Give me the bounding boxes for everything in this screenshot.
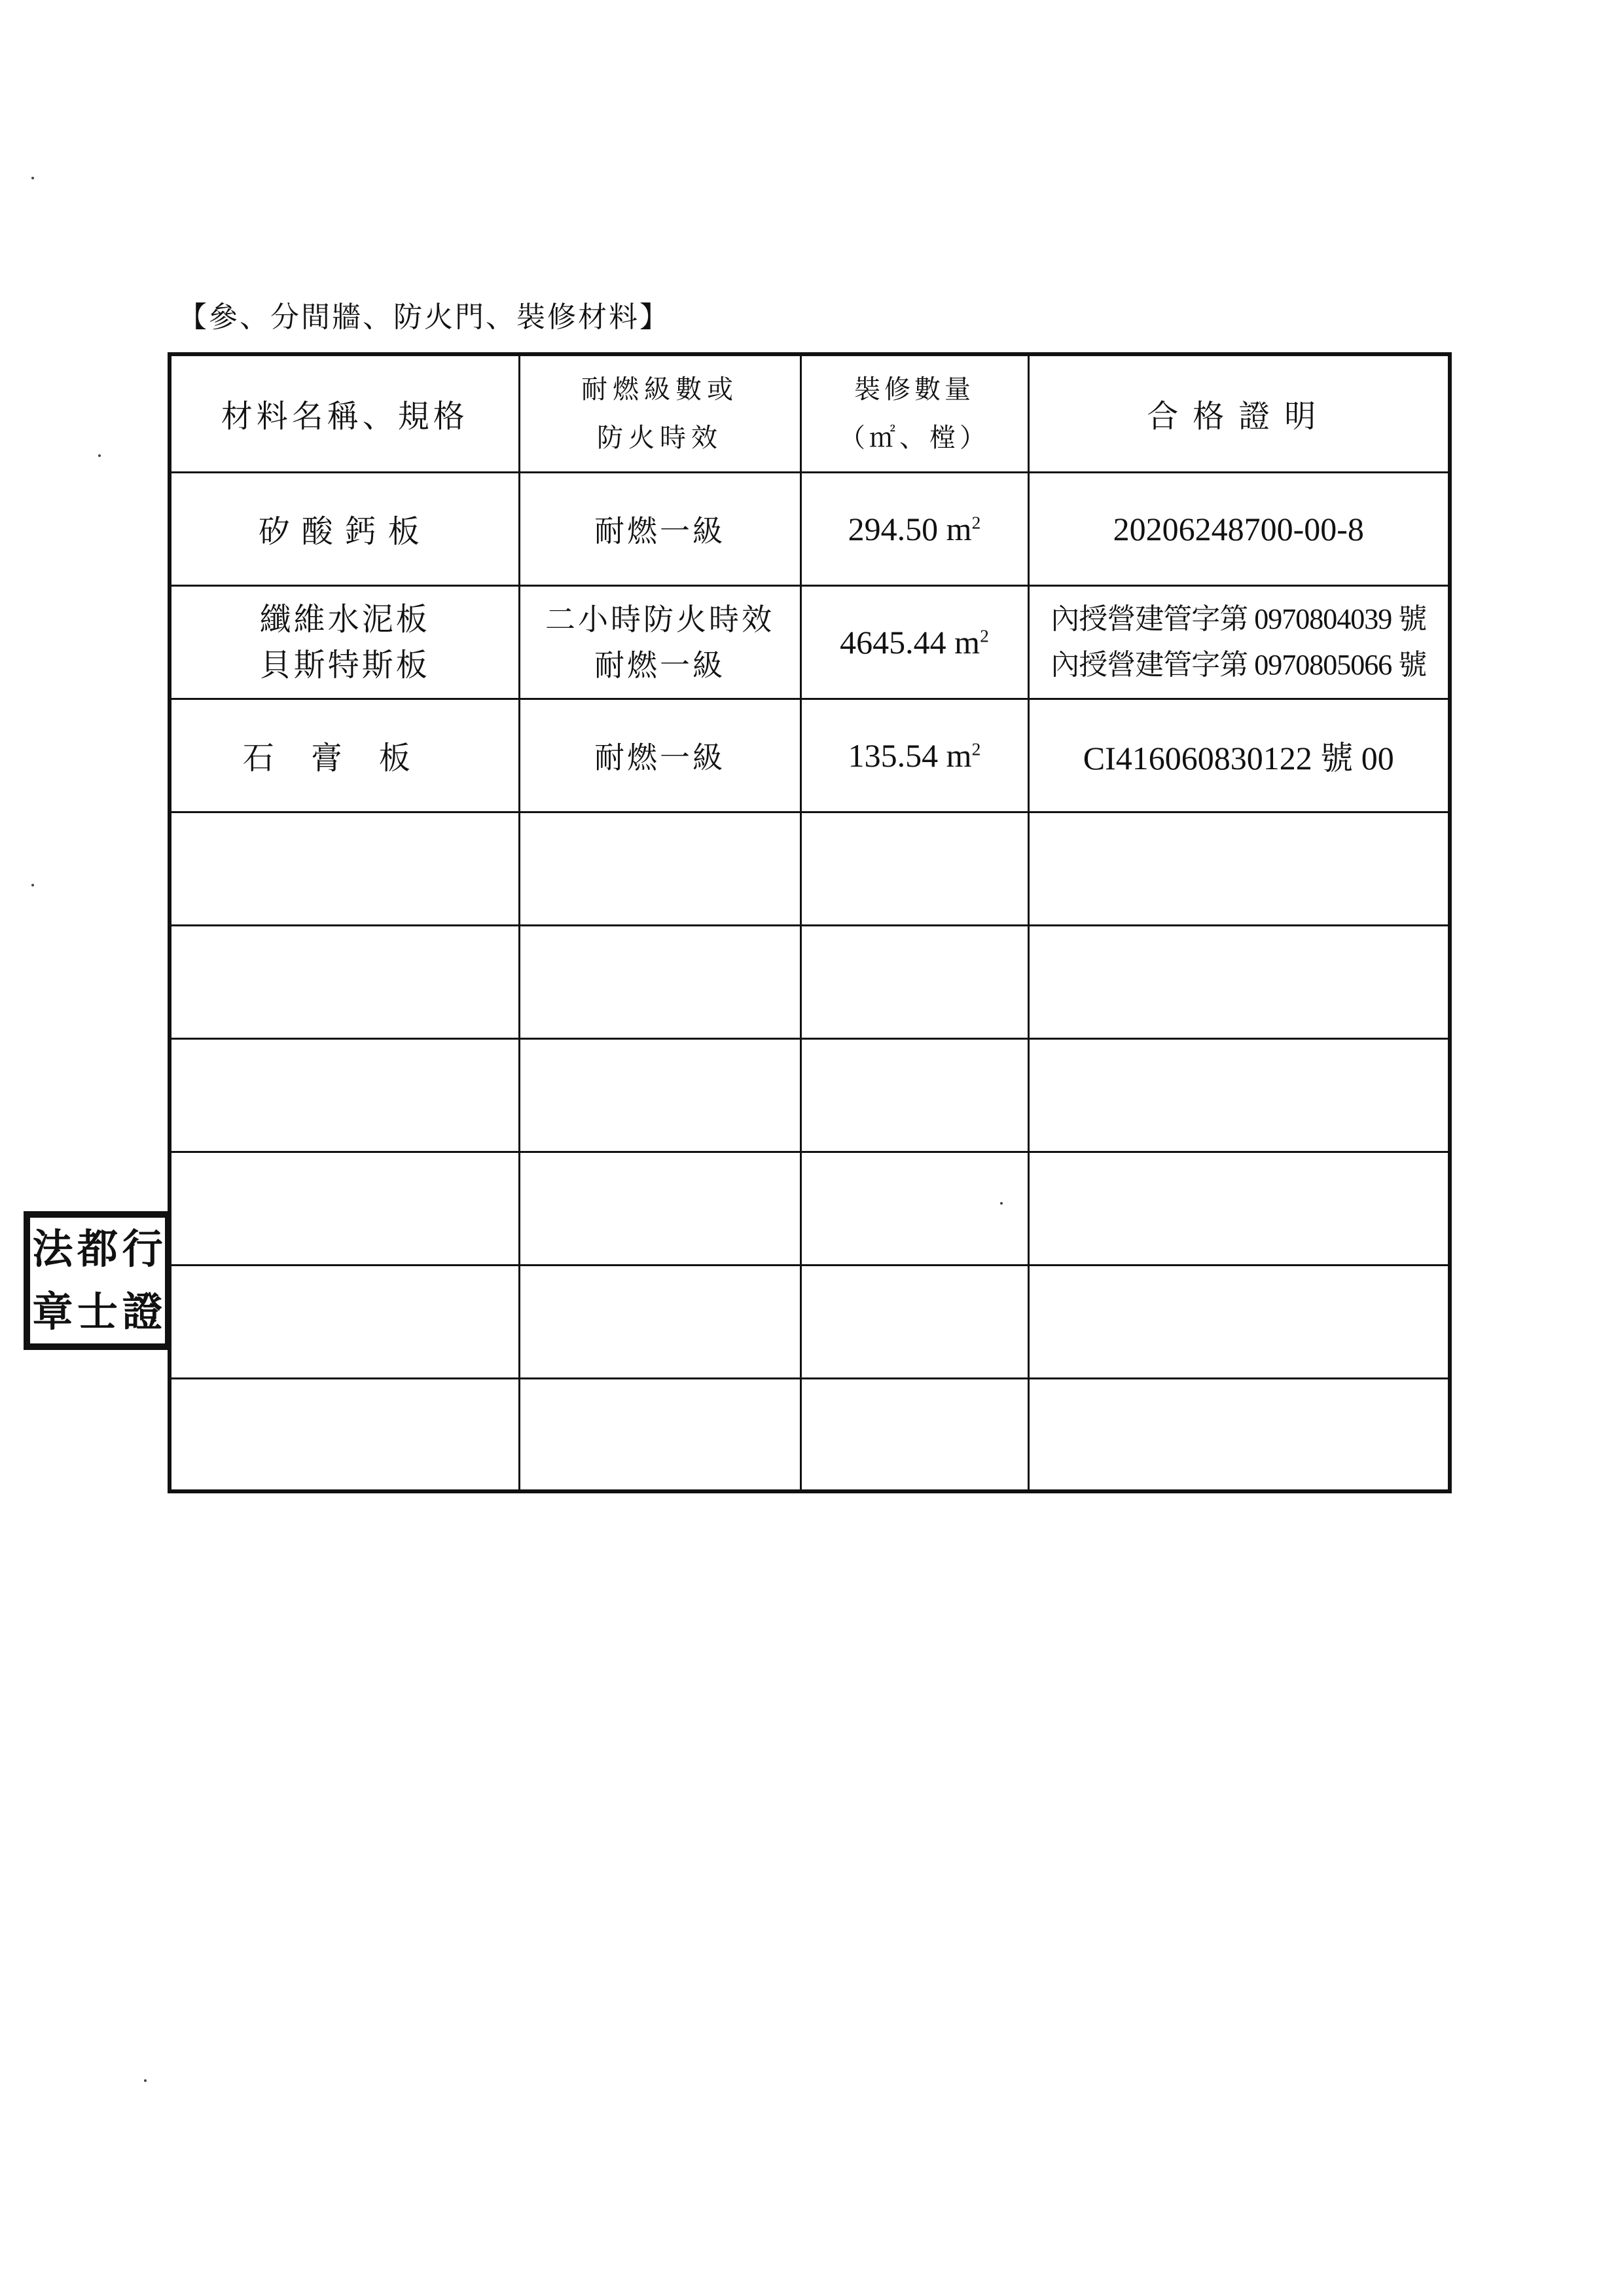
empty-cell bbox=[1028, 1265, 1450, 1378]
certificate-cell: 20206248700-00-8 bbox=[1028, 472, 1450, 585]
empty-cell bbox=[519, 1265, 800, 1378]
unit: m bbox=[946, 737, 972, 774]
empty-cell bbox=[1028, 1378, 1450, 1491]
materials-table bbox=[168, 352, 1452, 1493]
empty-cell bbox=[170, 925, 519, 1038]
table-row-empty bbox=[170, 1265, 1450, 1378]
empty-cell bbox=[800, 1152, 1028, 1265]
quantity-value: 4645.44 bbox=[840, 623, 946, 661]
material-cell: 石膏板 bbox=[170, 699, 519, 812]
header-qty-line1: 裝修數量 bbox=[854, 374, 975, 405]
empty-cell bbox=[170, 1152, 519, 1265]
table-row-empty bbox=[170, 925, 1450, 1038]
official-seal-stamp bbox=[24, 1211, 171, 1350]
quantity-value: 135.54 bbox=[848, 737, 939, 774]
empty-cell bbox=[519, 925, 800, 1038]
seal-char: 士 bbox=[77, 1288, 118, 1336]
header-fire-rating bbox=[519, 354, 800, 472]
scan-speck bbox=[1000, 1202, 1003, 1205]
empty-cell bbox=[170, 812, 519, 925]
seal-char: 都 bbox=[77, 1225, 118, 1273]
quantity-value: 294.50 bbox=[848, 510, 939, 547]
header-qty-line2: （㎡、樘） bbox=[839, 422, 990, 453]
table-row-empty bbox=[170, 1378, 1450, 1491]
quantity-cell bbox=[800, 585, 1028, 699]
scan-speck bbox=[144, 2079, 147, 2082]
empty-cell bbox=[1028, 925, 1450, 1038]
unit: m bbox=[946, 510, 972, 547]
table-row-empty bbox=[170, 1152, 1450, 1265]
empty-cell bbox=[1028, 1152, 1450, 1265]
header-certificate: 合格證明 bbox=[1028, 354, 1450, 472]
empty-cell bbox=[519, 1152, 800, 1265]
material-cell bbox=[170, 585, 519, 699]
unit-superscript: 2 bbox=[980, 625, 989, 646]
empty-cell bbox=[1028, 812, 1450, 925]
cert-line2: 內授營建管字第 0970805066 號 bbox=[1051, 648, 1427, 681]
unit: m bbox=[954, 623, 980, 661]
seal-char: 法 bbox=[32, 1225, 73, 1273]
empty-cell bbox=[519, 1038, 800, 1152]
unit-superscript: 2 bbox=[971, 511, 981, 532]
header-material: 材料名稱、規格 bbox=[170, 354, 519, 472]
empty-cell bbox=[1028, 1038, 1450, 1152]
header-fire-line2: 防火時效 bbox=[597, 422, 723, 453]
fire-rating-cell: 耐燃一級 bbox=[519, 699, 800, 812]
empty-cell bbox=[800, 1038, 1028, 1152]
table-row bbox=[170, 472, 1450, 585]
certificate-cell bbox=[1028, 585, 1450, 699]
scan-speck bbox=[31, 884, 34, 886]
unit-superscript: 2 bbox=[971, 738, 981, 759]
material-line1: 纖維水泥板 bbox=[259, 600, 430, 638]
material-cell: 矽酸鈣板 bbox=[170, 472, 519, 585]
fire-rating-cell: 耐燃一級 bbox=[519, 472, 800, 585]
header-fire-line1: 耐燃級數或 bbox=[581, 374, 738, 405]
seal-char: 行 bbox=[122, 1225, 163, 1273]
empty-cell bbox=[519, 1378, 800, 1491]
header-quantity bbox=[800, 354, 1028, 472]
table-row-empty bbox=[170, 1038, 1450, 1152]
table-row-empty bbox=[170, 812, 1450, 925]
empty-cell bbox=[800, 1265, 1028, 1378]
scan-speck bbox=[31, 177, 34, 179]
empty-cell bbox=[800, 1378, 1028, 1491]
empty-cell bbox=[800, 925, 1028, 1038]
empty-cell bbox=[170, 1378, 519, 1491]
certificate-cell: CI416060830122 號 00 bbox=[1028, 699, 1450, 812]
scan-speck bbox=[98, 454, 101, 457]
material-line2: 貝斯特斯板 bbox=[259, 646, 430, 683]
seal-char: 章 bbox=[32, 1288, 73, 1336]
table-row bbox=[170, 585, 1450, 699]
cert-line1: 內授營建管字第 0970804039 號 bbox=[1051, 602, 1427, 635]
section-title: 【參、分間牆、防火門、裝修材料】 bbox=[178, 301, 670, 334]
empty-cell bbox=[519, 812, 800, 925]
empty-cell bbox=[170, 1265, 519, 1378]
quantity-cell bbox=[800, 699, 1028, 812]
seal-char: 證 bbox=[122, 1288, 163, 1336]
fire-line1: 二小時防火時效 bbox=[545, 601, 774, 637]
fire-line2: 耐燃一級 bbox=[594, 647, 725, 683]
table-row bbox=[170, 699, 1450, 812]
fire-rating-cell bbox=[519, 585, 800, 699]
table-header-row bbox=[170, 354, 1450, 472]
empty-cell bbox=[170, 1038, 519, 1152]
quantity-cell bbox=[800, 472, 1028, 585]
empty-cell bbox=[800, 812, 1028, 925]
